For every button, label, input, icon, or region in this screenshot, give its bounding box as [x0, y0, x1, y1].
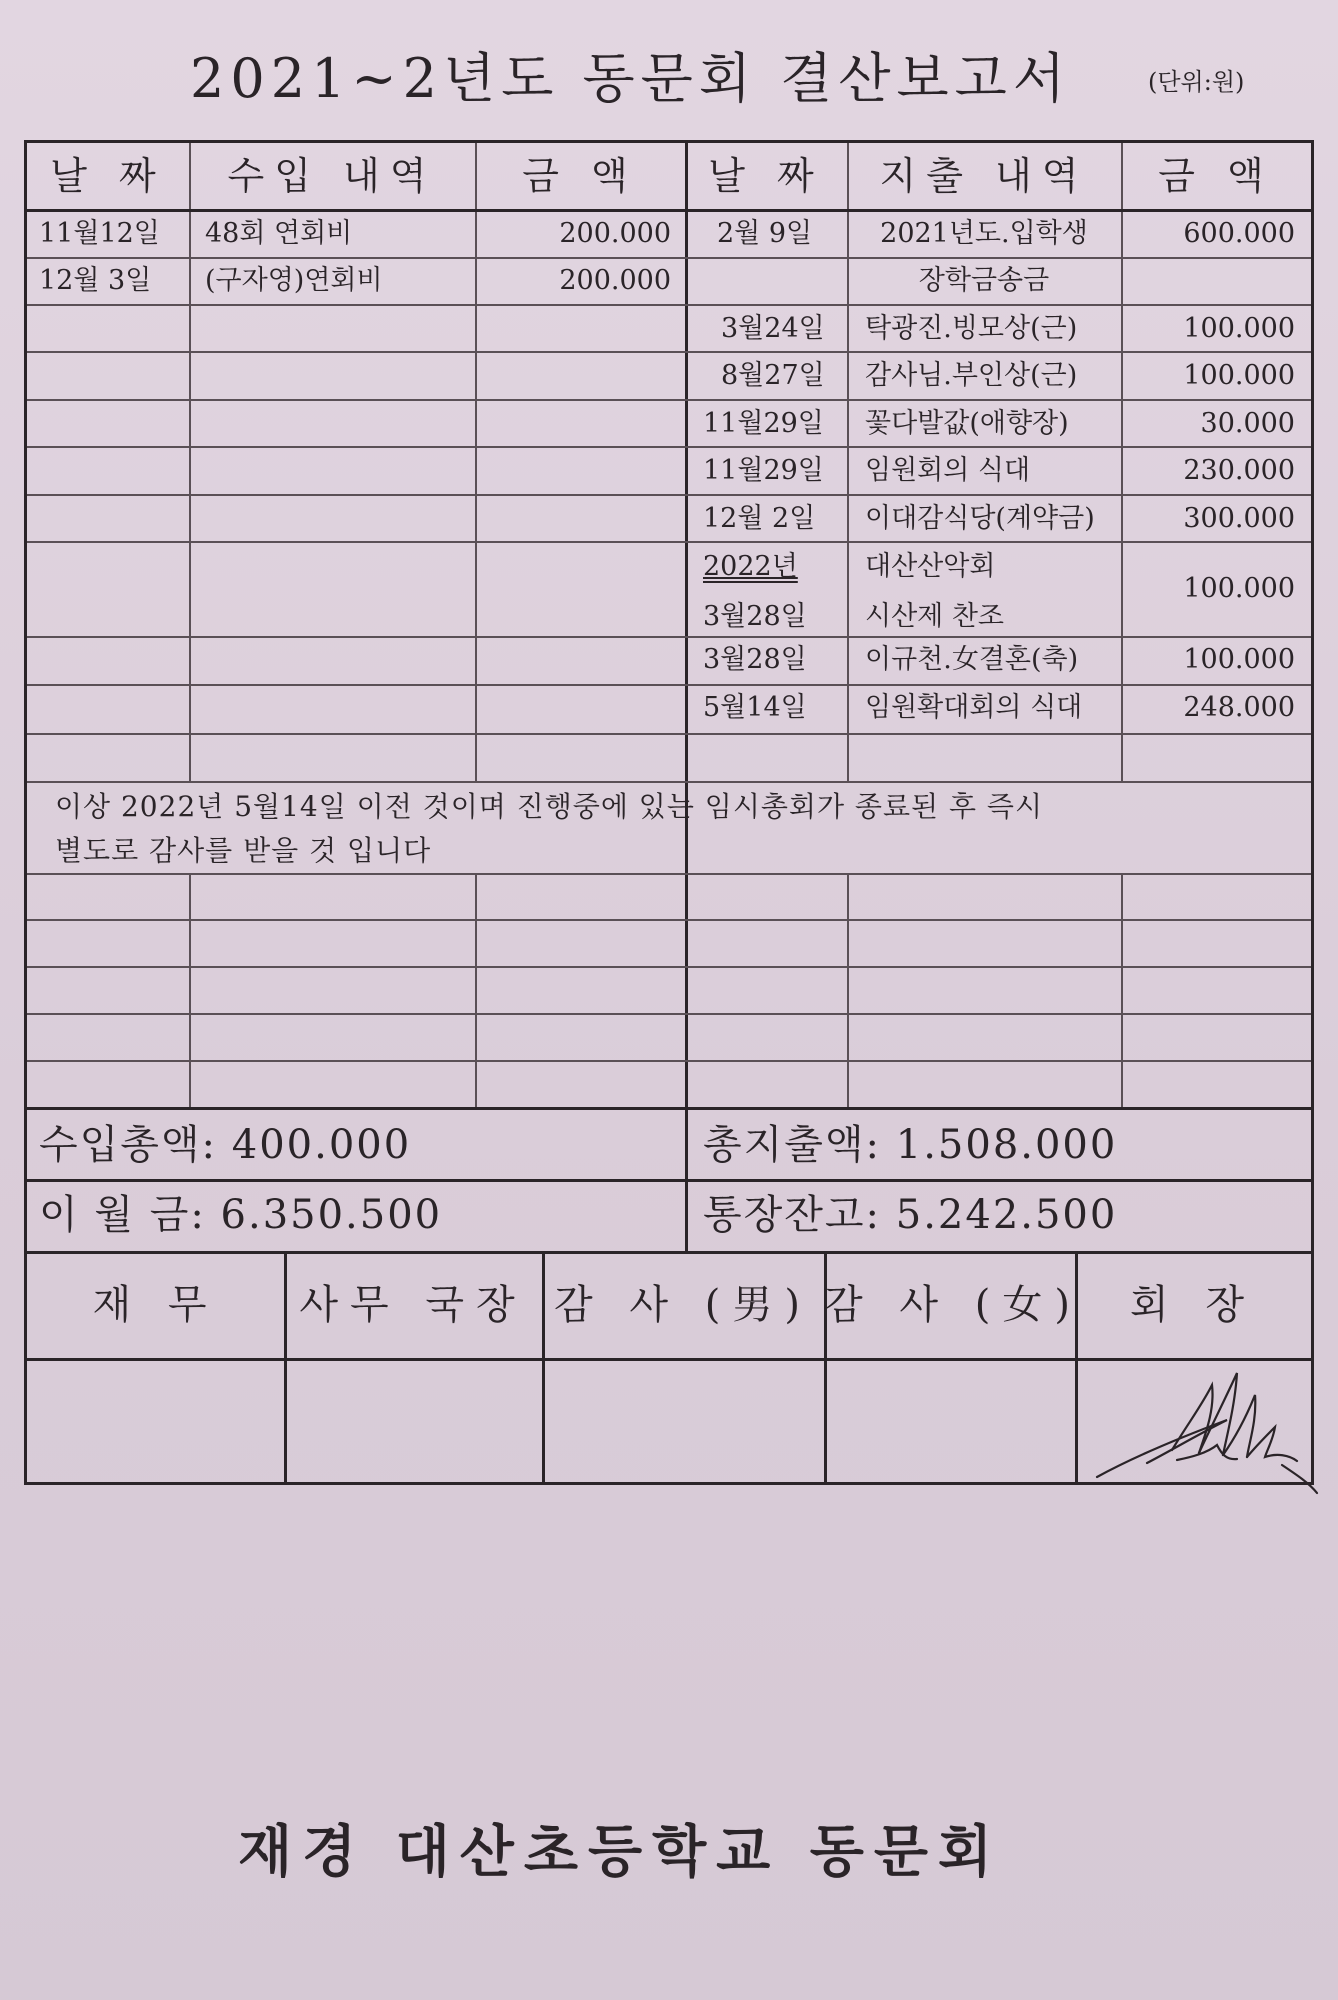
carryover-amount: 이 월 금: 6.350.500	[39, 1192, 443, 1238]
expense-amount: 100.000	[1183, 313, 1295, 344]
expense-date: 8월27일	[721, 360, 825, 391]
header-amount-expense: 금 액	[1158, 154, 1274, 198]
expense-desc: 대산산악회	[865, 551, 996, 582]
expense-desc: 장학금송금	[918, 265, 1050, 296]
header-expense: 지출 내역	[879, 154, 1089, 198]
expense-desc: 시산제 찬조	[865, 601, 1004, 632]
expense-desc: 임원회의 식대	[865, 455, 1031, 486]
header-income: 수입 내역	[227, 154, 437, 198]
expense-total: 총지출액: 1.508.000	[703, 1122, 1118, 1168]
expense-desc: 탁광진.빙모상(근)	[865, 313, 1078, 344]
income-total: 수입총액: 400.000	[39, 1122, 412, 1168]
sign-header-treasurer: 재 무	[92, 1282, 219, 1328]
expense-date: 2022년	[703, 551, 798, 582]
income-desc: (구자영)연회비	[205, 265, 383, 296]
expense-desc: 이규천.女결혼(축)	[865, 644, 1079, 675]
sign-header-secretary: 사무 국장	[299, 1282, 527, 1328]
expense-date: 2월 9일	[717, 218, 813, 249]
expense-date: 3월28일	[703, 601, 807, 632]
report-title: 2021~2년도 동문회 결산보고서	[190, 47, 1071, 110]
expense-date: 3월28일	[703, 644, 807, 675]
expense-amount: 30.000	[1200, 408, 1295, 439]
expense-amount: 100.000	[1183, 644, 1295, 675]
expense-amount: 600.000	[1183, 218, 1295, 249]
expense-date: 11월29일	[703, 455, 824, 486]
sign-header-auditor-female: 감 사 (女)	[824, 1282, 1082, 1328]
expense-amount: 100.000	[1183, 573, 1295, 604]
president-signature	[1077, 1365, 1337, 1495]
income-date: 11월12일	[39, 218, 160, 249]
expense-date: 11월29일	[703, 408, 824, 439]
income-desc: 48회 연회비	[205, 218, 353, 249]
header-amount-income: 금 액	[522, 154, 638, 198]
income-date: 12월 3일	[39, 265, 152, 296]
income-amount: 200.000	[559, 218, 671, 249]
sign-header-auditor-male: 감 사 (男)	[554, 1282, 812, 1328]
header-date-income: 날 짜	[50, 154, 166, 198]
expense-amount: 100.000	[1183, 360, 1295, 391]
expense-desc: 꽃다발값(애향장)	[865, 408, 1069, 439]
note-line-1: 이상 2022년 5월14일 이전 것이며 진행중에 있는 임시총회가 종료된 후 즉시	[55, 790, 1044, 823]
report-table	[24, 140, 1314, 1485]
bank-balance: 통장잔고: 5.242.500	[703, 1192, 1118, 1238]
expense-amount: 248.000	[1183, 692, 1295, 723]
sign-header-president: 회 장	[1130, 1282, 1256, 1328]
expense-desc: 이대감식당(계약금)	[865, 503, 1095, 534]
expense-amount: 230.000	[1183, 455, 1295, 486]
expense-date: 12월 2일	[703, 503, 816, 534]
expense-desc: 임원확대회의 식대	[865, 692, 1083, 723]
expense-date: 3월24일	[721, 313, 825, 344]
unit-label: (단위:원)	[1148, 68, 1245, 96]
expense-desc: 감사님.부인상(근)	[865, 360, 1078, 391]
expense-amount: 300.000	[1183, 503, 1295, 534]
expense-desc: 2021년도.입학생	[880, 218, 1088, 249]
income-amount: 200.000	[559, 265, 671, 296]
expense-date: 5월14일	[703, 692, 807, 723]
header-date-expense: 날 짜	[708, 154, 824, 198]
footer-organization: 재경 대산초등학교 동문회	[238, 1819, 1003, 1885]
note-line-2: 별도로 감사를 받을 것 입니다	[55, 834, 432, 867]
